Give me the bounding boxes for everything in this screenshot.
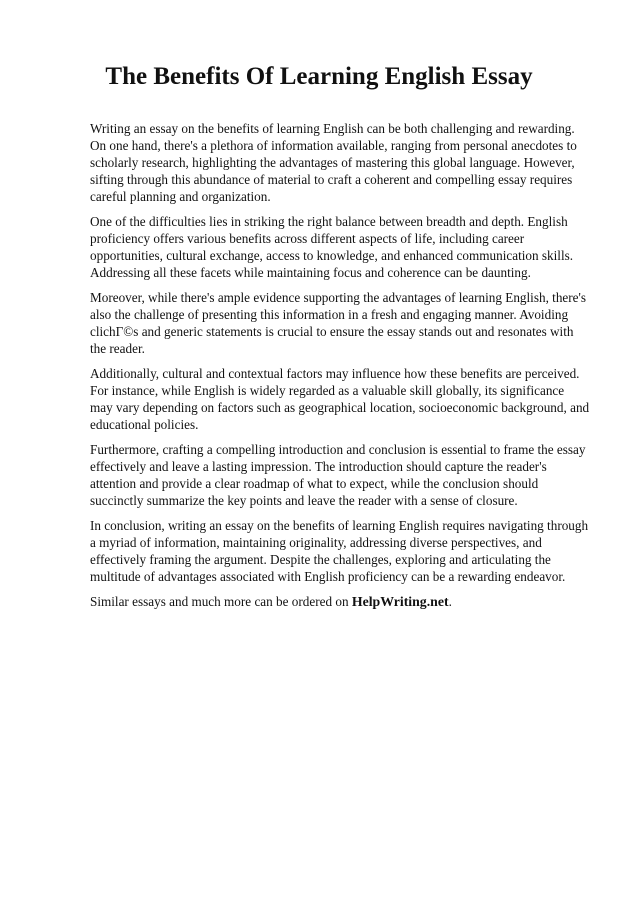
document-body — [90, 120, 590, 610]
document-title: The Benefits Of Learning English Essay — [105, 63, 533, 90]
paragraph-5: Furthermore, crafting a compelling introduction and conclusion is essential to frame the essay effectively and leave a lasting impression. The introduction should capture the reader's attention and provide a clear roadmap of what to expect, while the conclusion should succinctly summarize the key points and leave the reader with a sense of closure. — [90, 442, 586, 508]
order-suffix: . — [448, 594, 452, 609]
helpwriting-link[interactable]: HelpWriting.net — [351, 594, 449, 609]
paragraph-1: Writing an essay on the benefits of learning English can be both challenging and rewarding. On one hand, there's a plethora of information available, ranging from personal anecdotes to scholarly research, highlighting the advantages of mastering this global language. However, sifting through this abundance of material to craft a coherent and compelling essay requires careful planning and organization. — [90, 121, 577, 204]
order-line — [90, 593, 590, 610]
paragraph-2: One of the difficulties lies in striking the right balance between breadth and depth. English proficiency offers various benefits across different aspects of life, including career opportunities, cultural exchange, access to knowledge, and enhanced communication skills. Addressing all these facets while maintaining focus and coherence can be daunting. — [90, 214, 574, 280]
paragraph-6: In conclusion, writing an essay on the benefits of learning English requires navigating through a myriad of information, maintaining originality, addressing diverse perspectives, and effectively framing the argument. Despite the challenges, exploring and articulating the multitude of advantages associated with English proficiency can be a rewarding endeavor. — [90, 518, 589, 584]
paragraph-4: Additionally, cultural and contextual factors may influence how these benefits are perceived. For instance, while English is widely regarded as a valuable skill globally, its significance may vary depending on factors such as geographical location, socioeconomic background, and educational policies. — [90, 366, 590, 432]
order-prefix: Similar essays and much more can be ordered on — [90, 594, 352, 609]
paragraph-3: Moreover, while there's ample evidence supporting the advantages of learning English, there's also the challenge of presenting this information in a fresh and engaging manner. Avoiding clichГ©s and generic statements is crucial to ensure the essay stands out and resonates with the reader. — [90, 290, 587, 356]
